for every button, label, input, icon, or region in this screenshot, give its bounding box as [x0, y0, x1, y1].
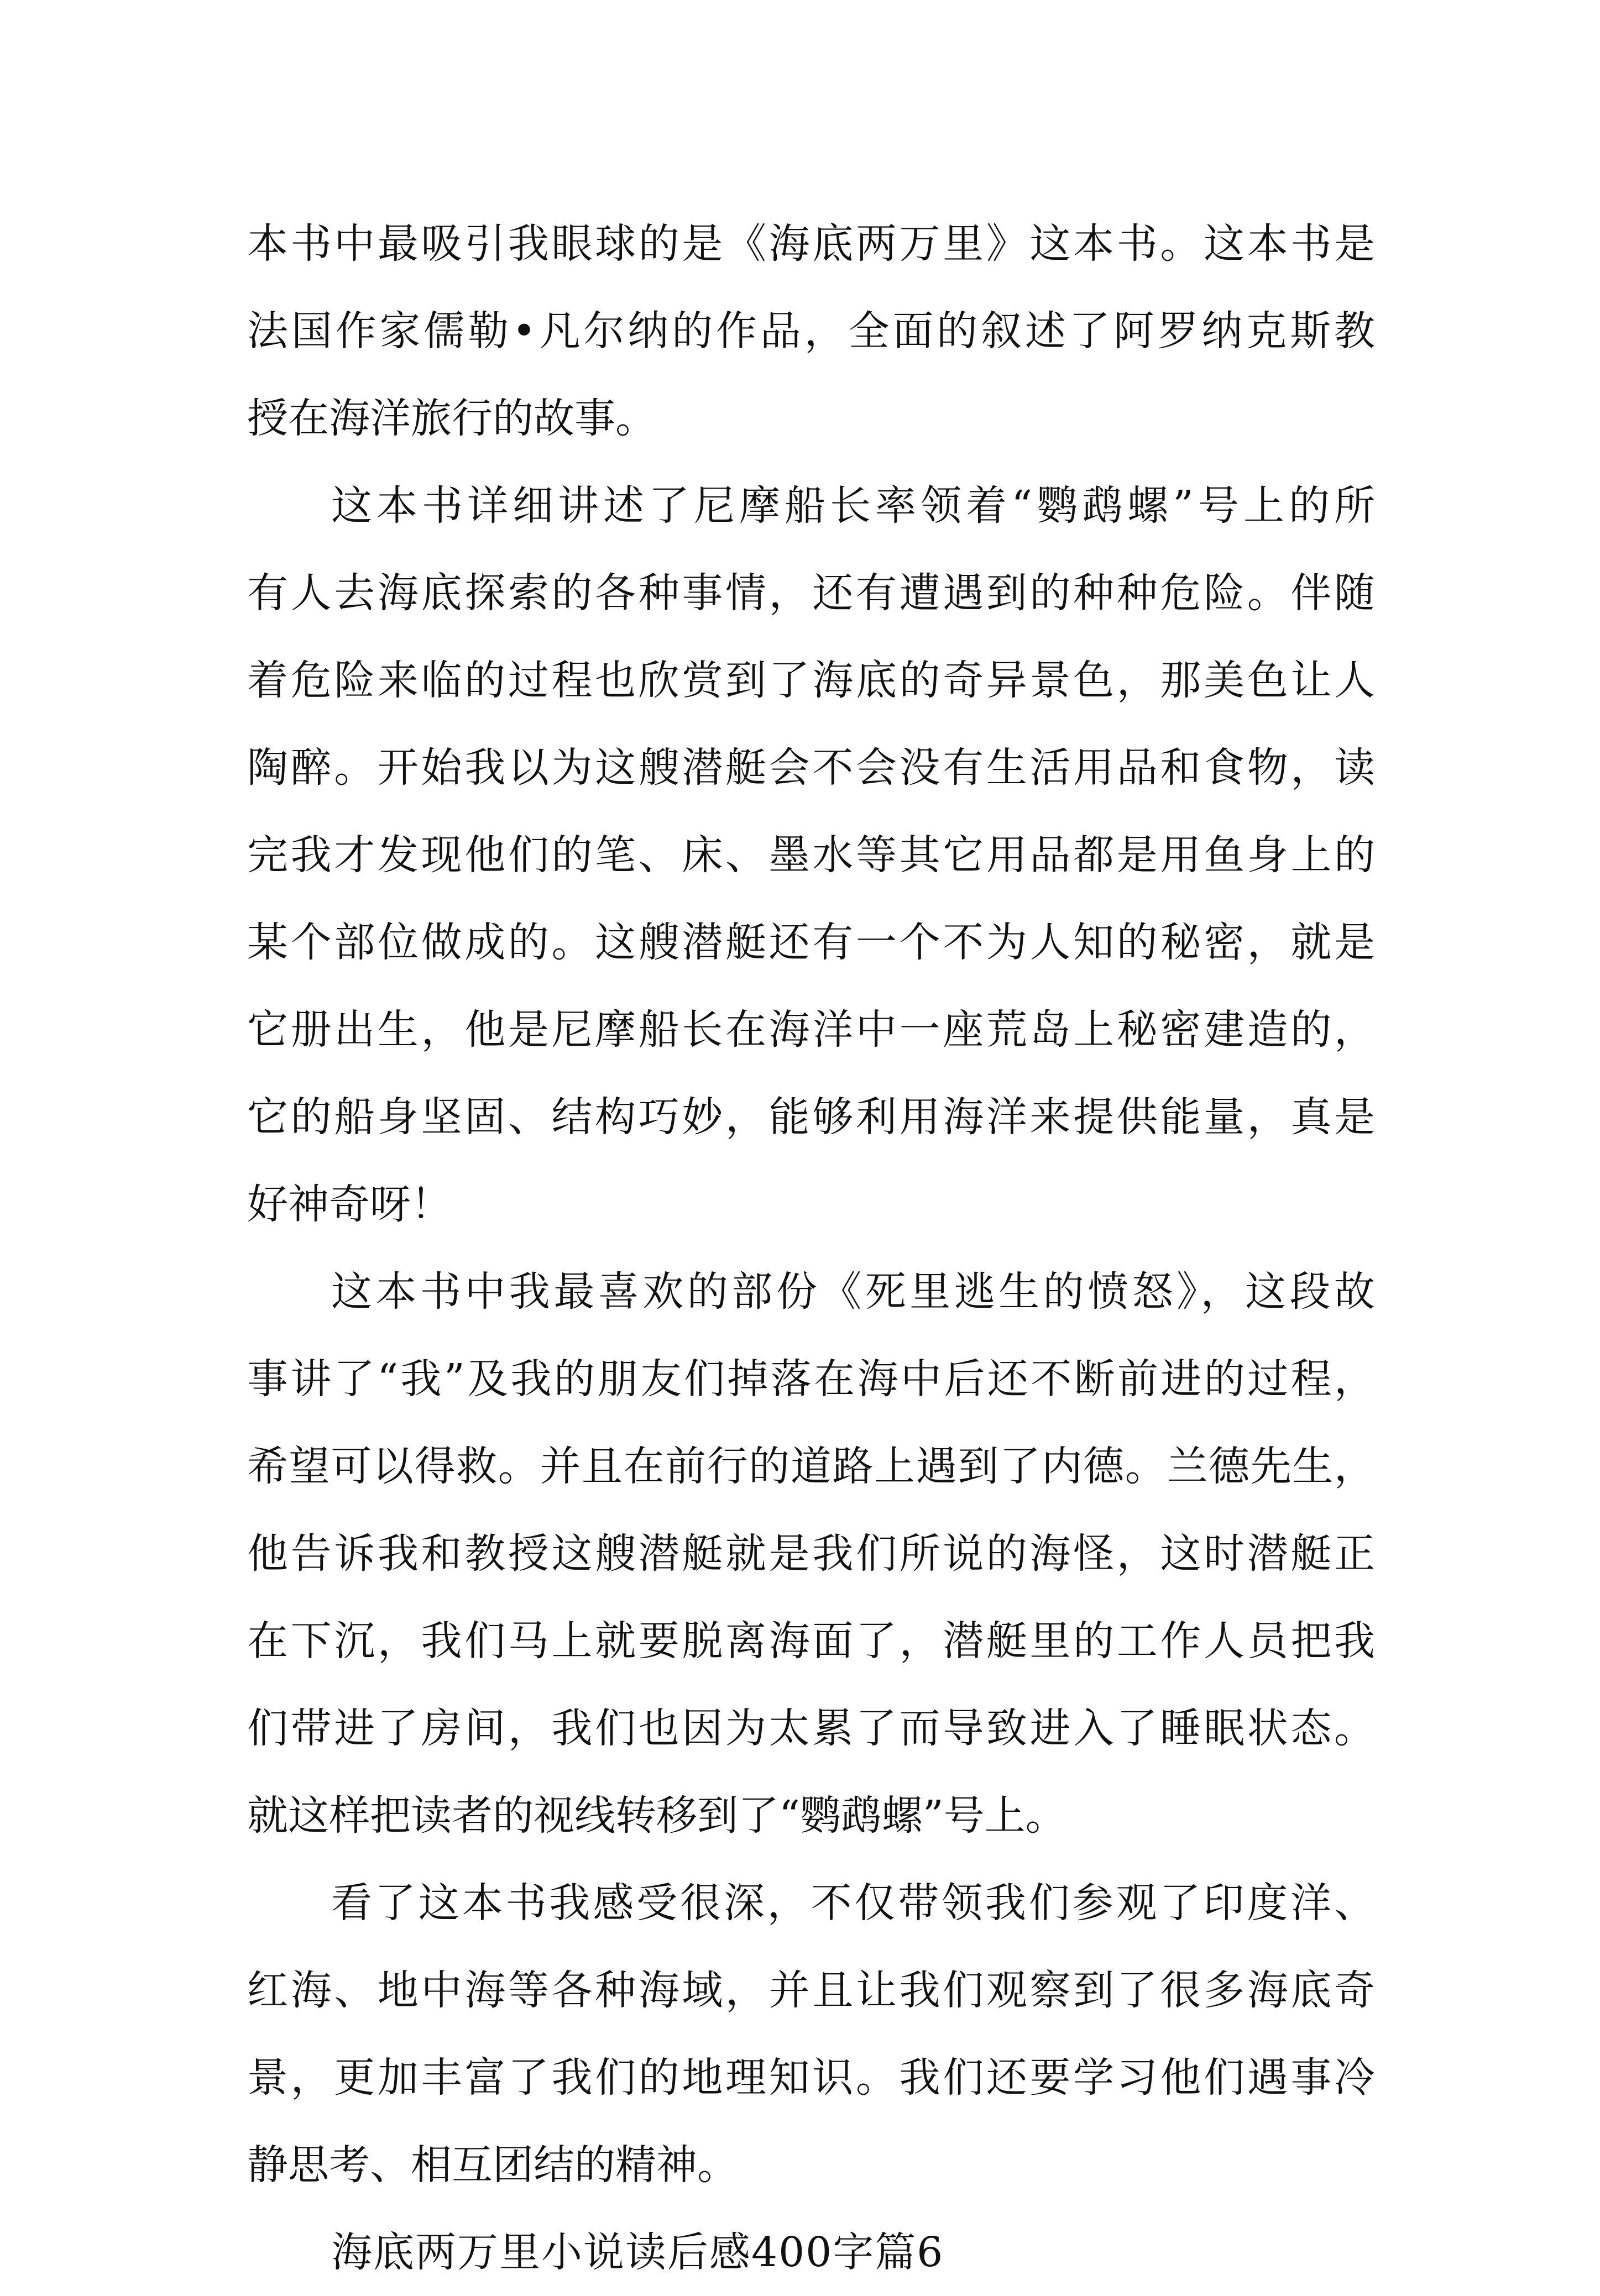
paragraph-line: 这本书详细讲述了尼摩船长率领着“鹦鹉螺”号上的所	[331, 482, 1375, 530]
paragraph-1	[247, 200, 1375, 462]
paragraph-line: 某个部位做成的。这艘潜艇还有一个不为人知的秘密，就是	[247, 919, 1375, 966]
paragraph-2	[247, 462, 1375, 1248]
paragraph-4	[247, 1859, 1375, 2209]
paragraph-line: 法国作家儒勒•凡尔纳的作品，全面的叙述了阿罗纳克斯教	[247, 307, 1375, 355]
paragraph-line: 这本书中我最喜欢的部份《死里逃生的愤怒》，这段故	[331, 1268, 1375, 1315]
section-heading: 海底两万里小说读后感400字篇6	[331, 2229, 944, 2276]
paragraph-line: 景，更加丰富了我们的地理知识。我们还要学习他们遇事冷	[247, 2054, 1375, 2101]
paragraph-line: 本书中最吸引我眼球的是《海底两万里》这本书。这本书是	[247, 220, 1375, 268]
paragraph-line: 看了这本书我感受很深，不仅带领我们参观了印度洋、	[331, 1879, 1375, 1927]
paragraph-line: 事讲了“我”及我的朋友们掉落在海中后还不断前进的过程，	[247, 1355, 1375, 1403]
paragraph-line: 完我才发现他们的笔、床、墨水等其它用品都是用鱼身上的	[247, 831, 1375, 879]
paragraph-line: 它的船身坚固、结构巧妙，能够利用海洋来提供能量，真是	[247, 1093, 1375, 1141]
paragraph-line: 们带进了房间，我们也因为太累了而导致进入了睡眠状态。	[247, 1705, 1375, 1752]
paragraph-line: 他告诉我和教授这艘潜艇就是我们所说的海怪，这时潜艇正	[247, 1530, 1375, 1577]
paragraph-line: 就这样把读者的视线转移到了“鹦鹉螺”号上。	[247, 1792, 1066, 1839]
paragraph-line: 静思考、相互团结的精神。	[247, 2141, 738, 2189]
paragraph-line: 着危险来临的过程也欣赏到了海底的奇异景色，那美色让人	[247, 657, 1375, 704]
paragraph-line: 在下沉，我们马上就要脱离海面了，潜艇里的工作人员把我	[247, 1617, 1375, 1665]
paragraph-3	[247, 1248, 1375, 1859]
paragraph-line: 它册出生，他是尼摩船长在海洋中一座荒岛上秘密建造的，	[247, 1006, 1375, 1053]
paragraph-line: 希望可以得救。并且在前行的道路上遇到了内德。兰德先生，	[247, 1443, 1375, 1490]
paragraph-line: 陶醉。开始我以为这艘潜艇会不会没有生活用品和食物，读	[247, 744, 1375, 791]
document-body	[247, 200, 1375, 2296]
paragraph-line: 有人去海底探索的各种事情，还有遭遇到的种种危险。伴随	[247, 569, 1375, 617]
paragraph-line: 好神奇呀！	[247, 1181, 452, 1228]
paragraph-line: 红海、地中海等各种海域，并且让我们观察到了很多海底奇	[247, 1967, 1375, 2014]
paragraph-line: 授在海洋旅行的故事。	[247, 395, 656, 442]
